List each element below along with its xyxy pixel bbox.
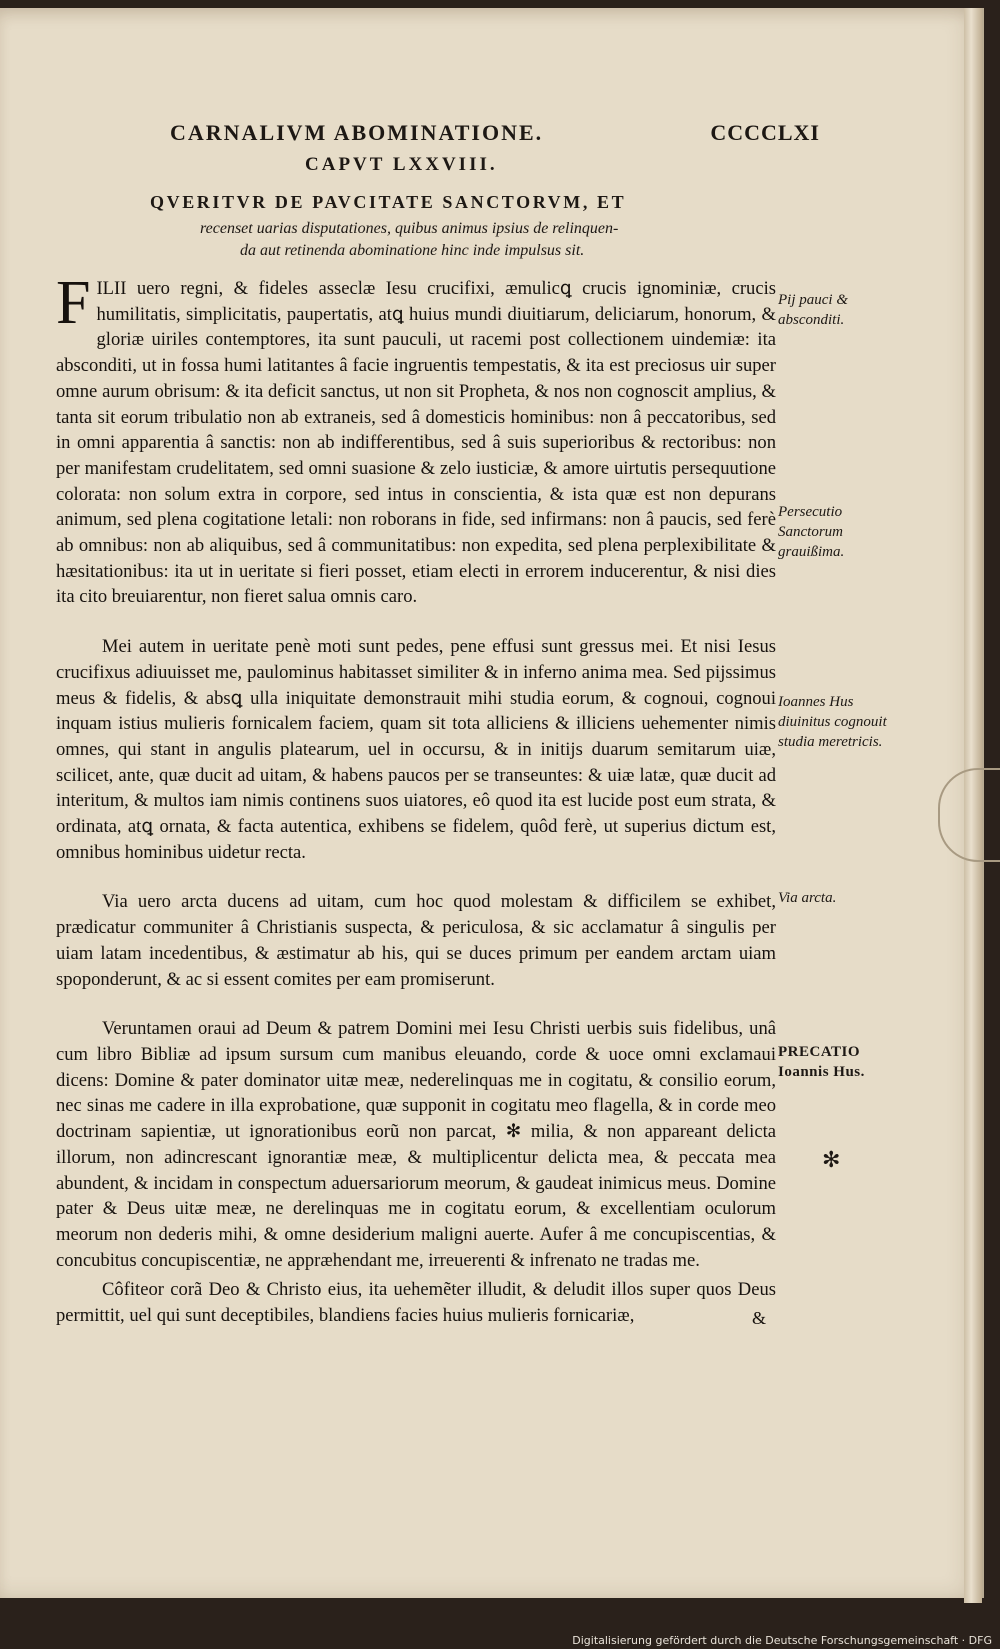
marginal-note-5: PRECATIO Ioannis Hus. xyxy=(778,1044,865,1080)
page-clip xyxy=(938,768,1000,862)
paragraph-2: Mei autem in ueritate penè moti sunt pedes, pene effusi sunt gressus mei. Et nisi Iesus crucifixus adiuuisset me, paulominus habitasset similiter & in inferno anima mea. Sed pijssimus meus & fidelis, & absꝗ ulla iniquitate demonstrauit mihi studia eorum, & cognoui, cognoui inquam istius mulieris fornicalem faciem, quam sit tota alliciens & illiciens uehementer nimis omnes, qui stant in angulis platearum, uel in occursu, & in initijs duarum semitarum uiæ, scilicet, ante, quæ ducit ad uitam, & habens paucos per se transeuntes: & uiæ latæ, quæ ducit ad interitum, & multos iam nimis continens suos uiatores, eô quod ita est lucide post eum strata, & ordinata, atꝗ ornata, & facta autentica, exhibens se fidelem, quôd ferè, ut superius dictum est, omnibus hominibus uidetur recta. xyxy=(56,636,776,863)
running-head-title: CARNALIVM ABOMINATIONE. xyxy=(170,120,544,145)
folio-number: CCCCLXI xyxy=(710,120,820,145)
marginal-note-2: Persecutio Sanctorum grauißima. xyxy=(778,504,845,560)
paragraph-5: Côfiteor corã Deo & Christo eius, ita uehemẽter illudit, & deludit illos super quos Deus permittit, uel qui sunt deceptibiles, blandiens facies huius mulieris fornicariæ, xyxy=(56,1279,776,1327)
marginal-note-1: Pij pauci & absconditi. xyxy=(778,292,848,328)
summary-line-3: da aut retinenda abominatione hinc inde impulsus sit. xyxy=(240,242,585,259)
marginal-note-4: Via arcta. xyxy=(778,890,837,906)
asterisk-icon: ✻ xyxy=(822,1148,841,1173)
summary-title: QVERITVR DE PAVCITATE SANCTORVM, ET xyxy=(150,192,627,212)
running-head xyxy=(170,120,820,146)
paragraph-4: Veruntamen oraui ad Deum & patrem Domini mei Iesu Christi uerbis suis fidelibus, unâ cum libro Bibliæ ad ipsum sursum cum manibus eleuando, corde & uoce omni exclamaui dicens: Domine & pater dominator uitæ meæ, nederelinquas me in cogitatu, & consilio eorum, nec sinas me cadere in illa exprobatione, quæ supponit in cogitatu meo flagella, & in corde meo doctrinam sapientiæ, ut ignorationibus eorũ non parcat, ✻ milia, & non appareant delicta illorum, non adincrescant ignorantiæ meæ, & multiplicentur delicta mea, & peccata mea abundent, & incidam in conspectum aduersariorum meorum, & gaudeat inimicus meus. Domine pater & Deus uitæ meæ, ne derelinquas me in cogitatu eorum, & excellentiam oculorum meorum non dederis mihi, & omne desiderium maligni auerte. Aufer â me concupiscentias, & concubitus concupiscentiæ, ne appræhendant me, irreuerenti & infrenato ne tradas me. xyxy=(56,1018,776,1271)
funding-footer: Digitalisierung gefördert durch die Deutsche Forschungsgemeinschaft · DFG xyxy=(572,1634,992,1647)
book-page xyxy=(0,8,984,1598)
marginal-note-3: Ioannes Hus diuinitus cognouit studia meretricis. xyxy=(778,694,887,750)
paragraph-3: Via uero arcta ducens ad uitam, cum hoc quod molestam & difficilem se exhibet, prædicatur communiter â Christianis suspecta, & periculosa, & sic acclamatur â singulis per uiam latam incedentibus, & æstimatur ab his, qui se duces primum per eandem arctam uiam spoponderunt, & ac si essent comites per eam promiserunt. xyxy=(56,891,776,990)
paragraph-1 xyxy=(56,269,776,610)
paragraph-1-text: ILII uero regni, & fideles asseclæ Iesu crucifixi, æmulicꝗ crucis ignominiæ, crucis humilitatis, simplicitatis, paupertatis, atꝗ huius mundi diuitiarum, deliciarum, honorum, & gloriæ uiriles contemptores, ita sunt pauculi, ut racemi post collectionem uindemiæ: ita absconditi, ut in fossa humi latitantes â facie ingruentis tempestatis, & ita est preciosus uir super omne aurum obrisum: & ita deficit sanctus, ut non sit Propheta, & nos non cognoscit amplius, & tanta sit eorum tribulatio non ab extraneis, sed â domesticis hominibus: non â peccatoribus, sed in omni apparentia â sanctis: non ab indifferentibus, sed â suis superioribus & rectoribus: non per manifestam crudelitatem, sed omni suasione & zelo iusticiæ, & amore uirtutis persequutione colorata: non solum extra in corpore, sed intus in conscientia, & ista quæ est non depurans animum, sed plena cogitatione letali: non roborans in fide, sed infirmans: non â paucis, sed ferè ab omnibus: non ab aliquibus, sed â communitatibus: non expedita, sed plena perplexibilitate & hæsitationibus: ita ut in ueritate si fieri posset, etiam electi in errorem inducerentur, & nisi dies ita cito breuiarentur, non fieret salua omnis caro. xyxy=(56,278,776,608)
catchword: & xyxy=(752,1308,767,1328)
main-text xyxy=(56,269,776,1353)
chapter-heading: CAPVT LXXVIII. xyxy=(305,154,498,175)
drop-cap: F xyxy=(56,269,91,337)
summary-line-2: recenset uarias disputationes, quibus animus ipsius de relinquen- xyxy=(200,220,619,237)
